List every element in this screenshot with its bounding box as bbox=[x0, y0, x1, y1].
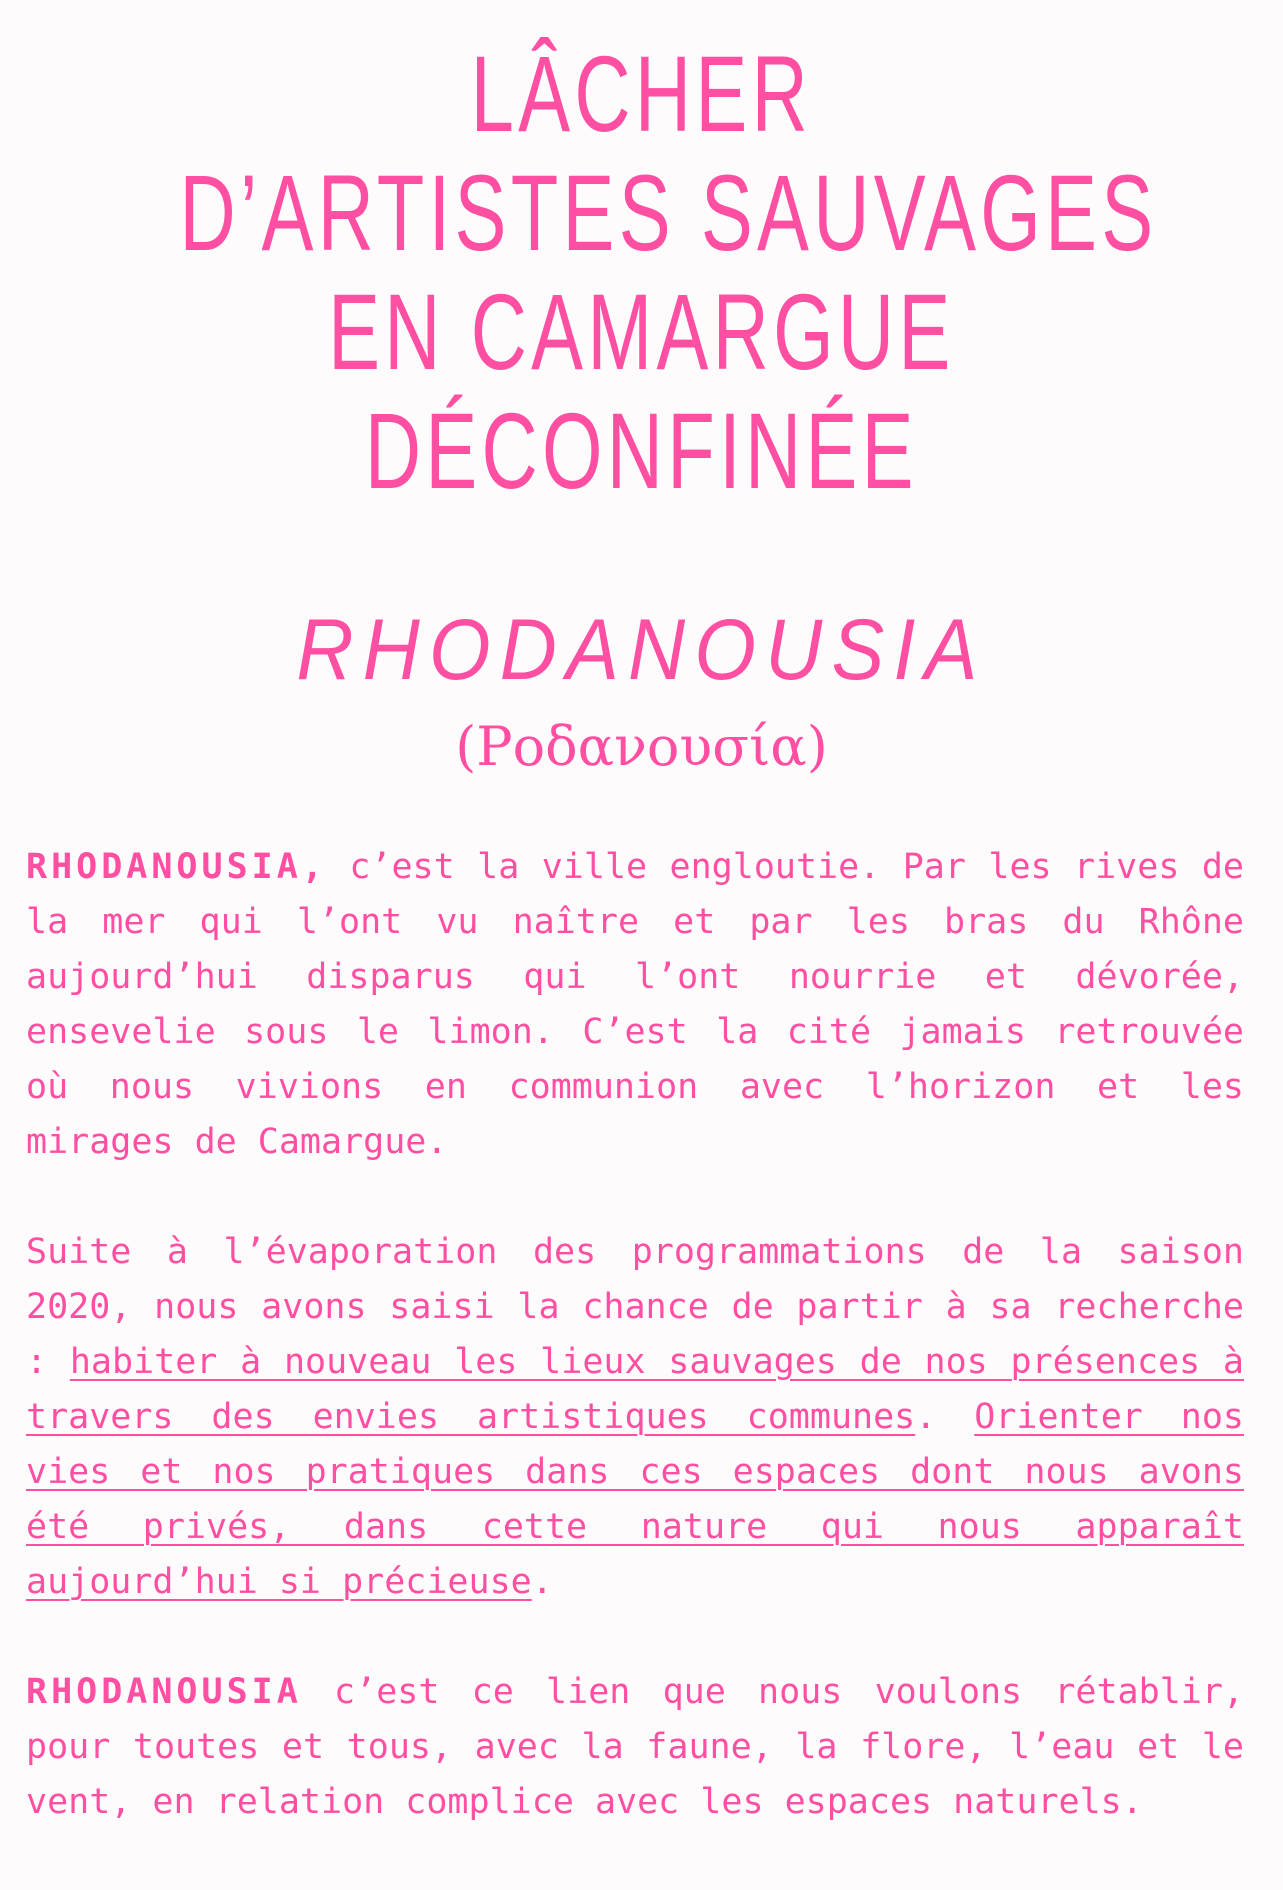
paragraph-text: c’est ce lien que nous voulons rétablir, pour toutes et tous, avec la faune, la flore, l’eau et le vent, en relation complice avec les espaces naturels. bbox=[26, 1672, 1244, 1822]
paragraph-intro bbox=[26, 840, 1244, 1170]
headline-line: EN CAMARGUE bbox=[328, 271, 955, 392]
headline-line: D’ARTISTES SAUVAGES bbox=[179, 152, 1158, 273]
headline bbox=[179, 33, 1158, 511]
link-habiter[interactable]: habiter à nouveau les lieux sauvages de nos présences à travers des envies artistiques communes bbox=[26, 1342, 1244, 1437]
paragraph-mission bbox=[26, 1225, 1244, 1610]
paragraph-text: c’est la ville engloutie. Par les rives de la mer qui l’ont vu naître et par les bras du Rhône aujourd’hui disparus qui l’ont nourrie et dévorée, ensevelie sous le limon. C’est la cité jamais retrouvée où nous vivions en communion avec l’horizon et les mirages de Camargue. bbox=[26, 847, 1244, 1162]
brand-lead: RHODANOUSIA bbox=[26, 1672, 302, 1712]
headline-line: LÂCHER bbox=[470, 33, 813, 154]
brand-greek-subtitle: (Ροδανουσία) bbox=[455, 715, 828, 778]
paragraph-text: Suite à l’évaporation des programmations de la saison 2020, nous avons saisi la chance de partir à sa recherche : bbox=[26, 1232, 1244, 1382]
link-orienter[interactable]: Orienter nos vies et nos pratiques dans ces espaces dont nous avons été privés, dans cette nature qui nous apparaît aujourd’hui si précieuse bbox=[26, 1397, 1244, 1602]
brand-lead: RHODANOUSIA, bbox=[26, 847, 327, 887]
headline-line: DÉCONFINÉE bbox=[364, 390, 918, 511]
separator-text: . bbox=[915, 1397, 975, 1437]
brand-title: RHODANOUSIA bbox=[296, 602, 987, 698]
paragraph-purpose bbox=[26, 1665, 1244, 1830]
end-punctuation: . bbox=[531, 1562, 553, 1602]
body-text bbox=[26, 840, 1244, 1830]
